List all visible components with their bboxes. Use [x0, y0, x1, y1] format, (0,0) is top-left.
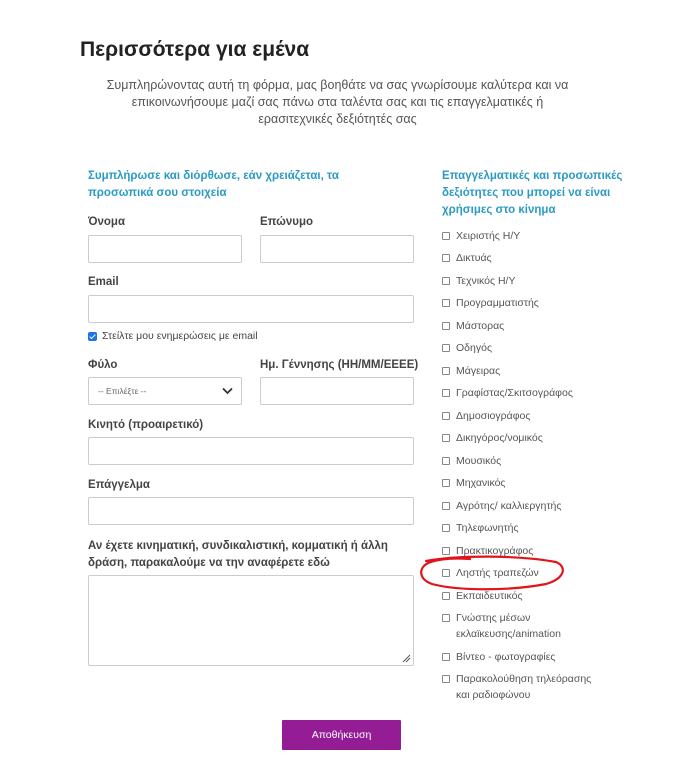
skill-label: Βίντεο - φωτογραφίες: [456, 651, 556, 663]
resize-grip-icon[interactable]: [401, 653, 411, 663]
skill-option[interactable]: [442, 475, 596, 491]
save-button[interactable]: Αποθήκευση: [282, 720, 401, 750]
skill-option[interactable]: [442, 318, 596, 334]
skill-label: Προγραμματιστής: [456, 297, 539, 309]
skill-option[interactable]: [442, 273, 596, 289]
skill-checkbox[interactable]: [442, 367, 450, 375]
skill-option[interactable]: [442, 671, 596, 703]
chevron-down-icon: [222, 387, 233, 395]
birth-date-input[interactable]: [260, 377, 414, 405]
skills-heading: Επαγγελματικές και προσωπικές δεξιότητες που μπορεί να είναι χρήσιμες στο κίνημα: [442, 170, 623, 216]
first-name-input[interactable]: [88, 235, 242, 263]
activism-textarea[interactable]: [88, 575, 414, 666]
skill-label: Δικτυάς: [456, 252, 492, 264]
skill-option[interactable]: [442, 453, 596, 469]
skill-checkbox[interactable]: [442, 524, 450, 532]
skill-checkbox[interactable]: [442, 479, 450, 487]
skill-label: Εκπαιδευτικός: [456, 590, 523, 602]
skill-label: Οδηγός: [456, 342, 493, 354]
email-updates-checkbox[interactable]: [88, 332, 97, 341]
skill-option[interactable]: [442, 430, 596, 446]
skill-label: Τεχνικός Η/Υ: [456, 275, 516, 287]
profession-input[interactable]: [88, 497, 414, 525]
skill-checkbox[interactable]: [442, 675, 450, 683]
skill-label: Πρακτικογράφος: [456, 545, 534, 557]
skill-option[interactable]: [442, 649, 596, 665]
last-name-input[interactable]: [260, 235, 414, 263]
skill-label: Γραφίστας/Σκιτσογράφος: [456, 387, 573, 399]
skill-checkbox[interactable]: [442, 232, 450, 240]
skill-option[interactable]: [442, 295, 596, 311]
page-title: Περισσότερα για εμένα: [80, 38, 310, 61]
skill-option[interactable]: [442, 250, 596, 266]
skill-checkbox[interactable]: [442, 389, 450, 397]
skill-label: Χειριστής Η/Υ: [456, 230, 521, 242]
skill-label: Γνώστης μέσων εκλαϊκευσης/animation: [456, 612, 561, 640]
skill-option[interactable]: [442, 610, 581, 642]
skill-option[interactable]: [442, 363, 596, 379]
skill-checkbox[interactable]: [442, 434, 450, 442]
gender-select-value: -- Επιλέξτε --: [98, 386, 147, 396]
skill-checkbox[interactable]: [442, 502, 450, 510]
email-label: Email: [88, 276, 119, 288]
skill-checkbox[interactable]: [442, 344, 450, 352]
skill-label: Μουσικός: [456, 455, 502, 467]
mobile-input[interactable]: [88, 437, 414, 465]
skill-checkbox[interactable]: [442, 299, 450, 307]
skill-option[interactable]: [442, 498, 596, 514]
skill-checkbox[interactable]: [442, 592, 450, 600]
personal-details-heading: Συμπλήρωσε και διόρθωσε, εάν χρειάζεται, τα προσωπικά σου στοιχεία: [88, 170, 339, 199]
gender-label: Φύλο: [88, 359, 118, 371]
skill-option[interactable]: [442, 228, 596, 244]
activism-label: Αν έχετε κινηματική, συνδικαλιστική, κομματική ή άλλη δράση, παρακαλούμε να την αναφέρετε εδώ: [88, 540, 388, 569]
skill-label: Αγρότης/ καλλιεργητής: [456, 500, 562, 512]
skill-label: Δικηγόρος/νομικός: [456, 432, 543, 444]
skill-checkbox[interactable]: [442, 653, 450, 661]
gender-select[interactable]: [88, 377, 242, 405]
skill-checkbox[interactable]: [442, 457, 450, 465]
skill-label: Μάστορας: [456, 320, 505, 332]
last-name-label: Επώνυμο: [260, 216, 314, 228]
skill-label: Τηλεφωνητής: [456, 522, 519, 534]
email-input[interactable]: [88, 295, 414, 323]
skill-checkbox[interactable]: [442, 614, 450, 622]
skill-label: Μάγειρας: [456, 365, 501, 377]
skill-checkbox[interactable]: [442, 322, 450, 330]
intro-text: Συμπληρώνοντας αυτή τη φόρμα, μας βοηθάτε να σας γνωρίσουμε καλύτερα και να επικοινωνήσουμε μαζί σας πάνω στα ταλέντα σας και τις επαγγελματικές ή ερασιτεχνικές δεξιότητές σας: [106, 78, 569, 126]
skill-option[interactable]: [442, 408, 596, 424]
profession-label: Επάγγελμα: [88, 479, 150, 491]
red-circle-annotation: [418, 553, 568, 593]
skill-label: Μηχανικός: [456, 477, 506, 489]
skill-option[interactable]: [442, 385, 596, 401]
email-updates-label: Στείλτε μου ενημερώσεις με email: [102, 330, 258, 342]
skill-label: Δημοσιογράφος: [456, 410, 531, 422]
email-updates-option[interactable]: [88, 330, 258, 342]
skill-checkbox[interactable]: [442, 412, 450, 420]
skill-checkbox[interactable]: [442, 277, 450, 285]
skill-label: Ληστής τραπεζών: [456, 567, 539, 579]
first-name-label: Όνομα: [88, 216, 126, 228]
skill-option[interactable]: [442, 520, 596, 536]
skill-label: Παρακολούθηση τηλεόρασης και ραδιοφώνου: [456, 673, 592, 701]
mobile-label: Κινητό (προαιρετικό): [88, 419, 204, 431]
skill-checkbox[interactable]: [442, 254, 450, 262]
skill-option[interactable]: [442, 340, 596, 356]
birth-date-label: Ημ. Γέννησης (ΗΗ/ΜΜ/ΕΕΕΕ): [260, 359, 419, 371]
